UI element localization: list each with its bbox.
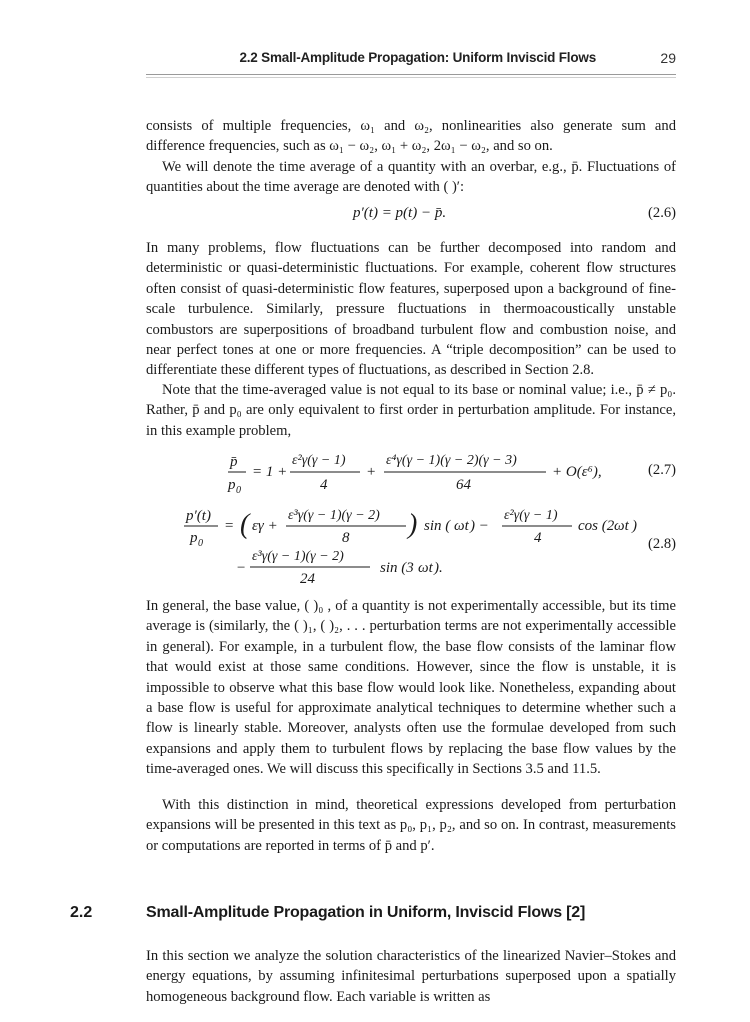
- header-rule-secondary: [146, 77, 676, 78]
- svg-text:ε³γ(γ − 1)(γ − 2): ε³γ(γ − 1)(γ − 2): [252, 549, 344, 564]
- svg-text:4: 4: [534, 530, 542, 546]
- equation-2-7: [146, 444, 676, 496]
- equation-number: (2.7): [648, 462, 676, 478]
- paragraph-text: In many problems, flow fluctuations can be further decomposed into random and deterministic or quasi-deterministic fluctuations. For example, coherent flow structures often consist of quasi-deterministic flow features, superposed upon a background of fine-scale turbulence. Similarly, pressure fluctuations in thermoacoustically unstable combustors are superpositions of broadband turbulent flow and combustion noise, and near perfect tones at one or more frequencies. A “triple decomposition” can be used to differentiate these different types of fluctuations, as described in Section 2.8.: [146, 240, 676, 379]
- svg-text:ωt: ωt: [454, 518, 469, 534]
- header-rule: [146, 74, 676, 75]
- svg-text:sin (: sin (: [424, 518, 451, 534]
- equation-number: (2.6): [648, 205, 676, 221]
- svg-text:= 1 +: = 1 +: [252, 464, 288, 480]
- svg-text:ε⁴γ(γ − 1)(γ − 2)(γ − 3): ε⁴γ(γ − 1)(γ − 2)(γ − 3): [386, 453, 517, 468]
- paragraph-base-value: [146, 380, 676, 441]
- svg-text:p′(t): p′(t): [186, 508, 211, 524]
- svg-text:0: 0: [236, 485, 241, 496]
- svg-text:ε²γ(γ − 1): ε²γ(γ − 1): [504, 508, 558, 523]
- equation-2-8: [146, 500, 676, 588]
- paragraph-notation: [146, 795, 676, 856]
- svg-text:p̄: p̄: [230, 454, 238, 470]
- paragraph-section-intro: [146, 946, 676, 1007]
- svg-text:).: ).: [434, 560, 443, 576]
- svg-text:): ): [632, 518, 637, 534]
- paragraph-text: Note that the time-averaged value is not equal to its base or nominal value; i.e., p̄ ≠ p₀. Rather, p̄ and p₀ are only equivalent to first order in perturbation amplitude. For instance, in this example problem,: [146, 382, 676, 439]
- svg-text:cos (2: cos (2: [578, 518, 615, 534]
- svg-text:+: +: [366, 464, 377, 480]
- paragraph-text: With this distinction in mind, theoretical expressions developed from perturbation expansions will be presented in this text as p₀, p₁, p₂, and so on. In contrast, measurements or computations are reported in terms of p̄ and p′.: [146, 797, 676, 854]
- svg-text:ωt: ωt: [418, 560, 433, 576]
- svg-text:) −: ) −: [470, 518, 489, 534]
- equation-number: (2.8): [648, 536, 676, 552]
- svg-text:=: =: [224, 518, 235, 534]
- paragraph-time-average: [146, 157, 676, 198]
- svg-text:64: 64: [456, 477, 471, 493]
- svg-text:sin (3: sin (3: [380, 560, 414, 576]
- paragraph-frequencies: [146, 116, 676, 157]
- svg-text:ε²γ(γ − 1): ε²γ(γ − 1): [292, 453, 346, 468]
- section-number: 2.2: [70, 904, 93, 921]
- paragraph-text: In this section we analyze the solution characteristics of the linearized Navier–Stokes and energy equations, by assuming infinitesimal perturbations superposed upon a spatially homogeneous background flow. Each variable is written as: [146, 948, 676, 1005]
- section-title: Small-Amplitude Propagation in Uniform, Inviscid Flows [2]: [146, 904, 586, 921]
- equation-2-8-graphic: [184, 500, 644, 588]
- paragraph-base-value-access: [146, 596, 676, 780]
- svg-text:0: 0: [198, 538, 203, 549]
- svg-text:): ): [408, 509, 418, 540]
- running-title: 2.2 Small-Amplitude Propagation: Uniform Inviscid Flows: [239, 50, 596, 65]
- page-number: 29: [660, 50, 676, 66]
- paragraph-decomposition: [146, 238, 676, 381]
- svg-text:+ O(ε⁶),: + O(ε⁶),: [552, 464, 602, 480]
- paragraph-text: We will denote the time average of a quantity with an overbar, e.g., p̄. Fluctuations of quantities about the time average are denoted with ( )′:: [146, 159, 676, 196]
- running-head: [146, 50, 676, 70]
- svg-text:24: 24: [300, 571, 315, 587]
- svg-text:8: 8: [342, 530, 350, 546]
- svg-text:p: p: [228, 477, 236, 493]
- paragraph-text: In general, the base value, ( )₀ , of a quantity is not experimentally accessible, but its time average is (similarly, the ( )₁, ( )₂, . . . perturbation terms are not experimentally accessible in general). For example, in a turbulent flow, the base flow consists of the laminar flow that would exist at those same conditions. However, since the flow is unstable, it is impossible to observe what this base flow would look like. Nonetheless, expanding about a base flow is useful for approximate analytical techniques to determine whether such a flow is linearly stable. Moreover, analysts often use the formulae developed from such expansions and apply them to turbulent flows by replacing the base flow values by the time-averaged ones. We will discuss this specifically in Sections 3.5 and 11.5.: [146, 598, 676, 778]
- svg-text:ε³γ(γ − 1)(γ − 2): ε³γ(γ − 1)(γ − 2): [288, 508, 380, 523]
- svg-text:−: −: [236, 560, 247, 576]
- paragraph-text: consists of multiple frequencies, ω₁ and ω₂, nonlinearities also generate sum and difference frequencies, such as ω₁ − ω₂, ω₁ + ω₂, 2ω₁ − ω₂, and so on.: [146, 118, 676, 155]
- equation-2-6: [146, 205, 676, 227]
- svg-text:εγ +: εγ +: [252, 518, 278, 534]
- svg-text:p: p: [190, 530, 198, 546]
- svg-text:4: 4: [320, 477, 328, 493]
- svg-text:(: (: [240, 509, 250, 540]
- svg-text:ωt: ωt: [614, 518, 629, 534]
- equation-expression: p′(t) = p(t) − p̄.: [353, 205, 447, 221]
- equation-2-7-graphic: [226, 444, 666, 496]
